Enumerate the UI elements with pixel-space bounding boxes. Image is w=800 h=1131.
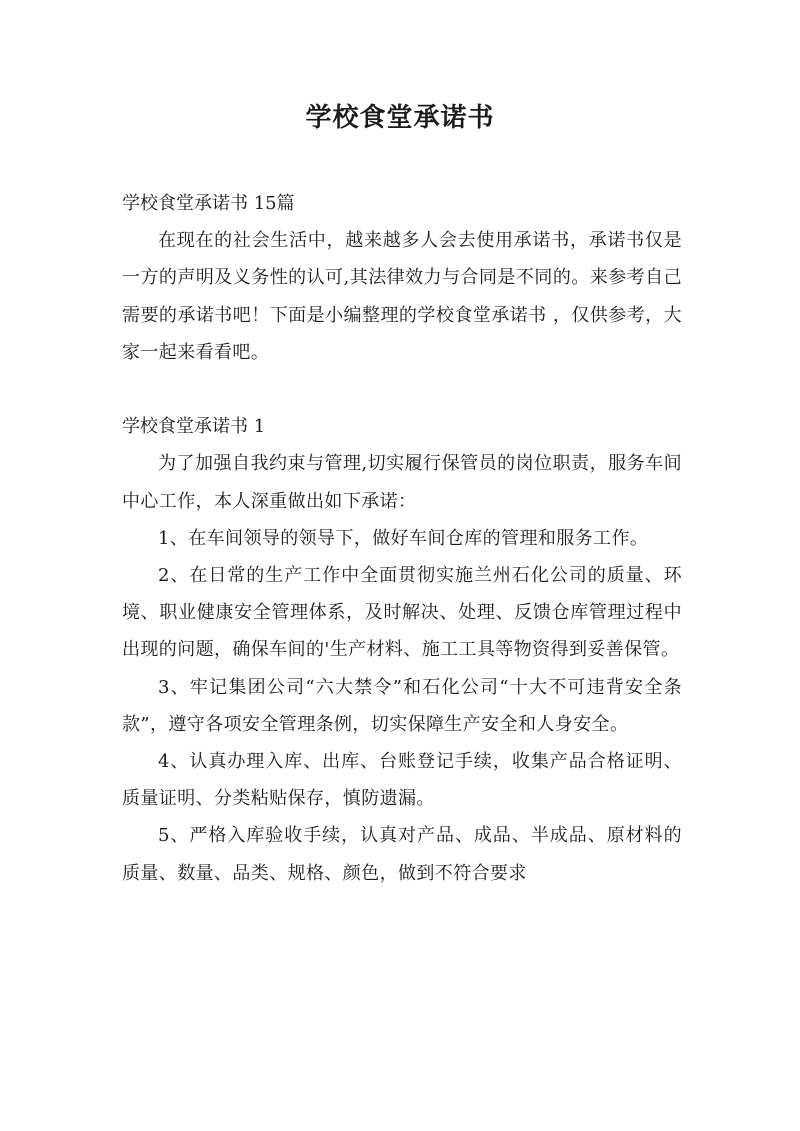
intro-paragraph: 在现在的社会生活中，越来越多人会去使用承诺书，承诺书仅是一方的声明及义务性的认可,其法律效力与合同是不同的。来参考自己需要的承诺书吧！下面是小编整理的学校食堂承诺书 ，仅供参考，大家一起来看看吧。 (122, 230, 682, 363)
document-body (122, 185, 682, 892)
page-title: 学校食堂承诺书 (305, 103, 495, 133)
section-lead-paragraph: 为了加强自我约束与管理,切实履行保管员的岗位职责，服务车间中心工作，本人深重做出如下承诺： (122, 453, 682, 512)
commitment-item-2: 2、在日常的生产工作中全面贯彻实施兰州石化公司的质量、环境、职业健康安全管理体系，及时解决、处理、反馈仓库管理过程中出现的问题，确保车间的'生产材料、施工工具等物资得到妥善保管。 (122, 565, 682, 661)
commitment-item-3: 3、牢记集团公司“六大禁令”和石化公司“十大不可违背安全条款”，遵守各项安全管理条例，切实保障生产安全和人身安全。 (122, 676, 682, 735)
commitment-item-1: 1、在车间领导的领导下，做好车间仓库的管理和服务工作。 (158, 527, 649, 549)
intro-heading: 学校食堂承诺书 15篇 (122, 193, 295, 214)
commitment-item-5: 5、严格入库验收手续，认真对产品、成品、半成品、原材料的质量、数量、品类、规格、颜色，做到不符合要求 (122, 825, 682, 884)
section-heading: 学校食堂承诺书 1 (122, 416, 266, 438)
commitment-item-4: 4、认真办理入库、出库、台账登记手续，收集产品合格证明、质量证明、分类粘贴保存，慎防遗漏。 (122, 751, 682, 810)
paragraph-spacer (122, 371, 682, 408)
